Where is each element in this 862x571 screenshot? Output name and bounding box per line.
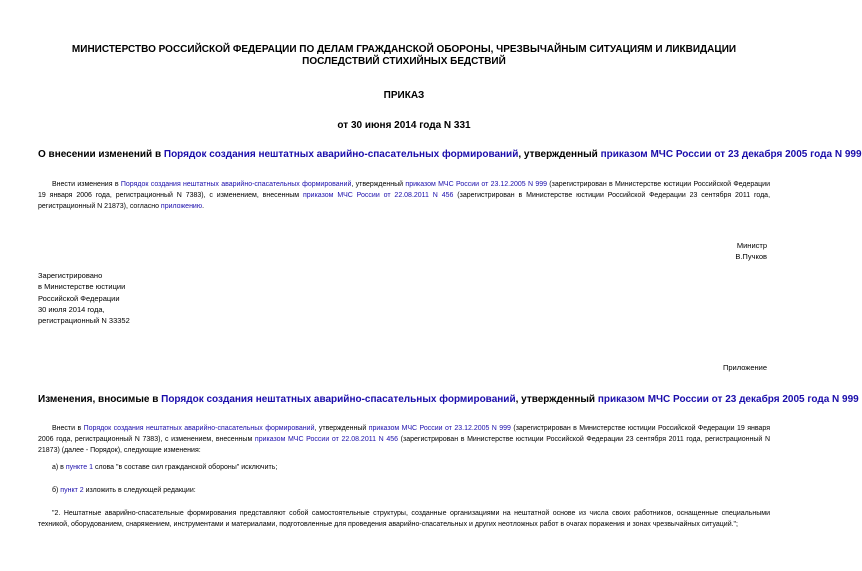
order-heading: ПРИКАЗ <box>383 90 425 101</box>
signature-position: Министр <box>736 241 767 250</box>
text-segment: (зарегистрирован в Министерстве юстиции Российской Федерации 19 января 2006 года, регистрационный N 7383), с изменением, внесенным <box>38 425 770 443</box>
quoted-new-wording: "2. Нештатные аварийно-спасательные формирования представляют собой самостоятельные структуры, созданные организациями на нештатной основе из числа своих работников, оснащенные специальными техникой, оборудованием, снаряжением, инструментами и материалами, подготовленные для проведения аварийно-спасательных и других неотложных работ в очагах поражения и зонах чрезвычайных ситуаций."; <box>38 510 770 528</box>
link-order-456[interactable]: приказом МЧС России от 22.08.2011 N 456 <box>254 436 399 443</box>
signature-name: В.Пучков <box>735 252 767 261</box>
signature-block <box>735 240 767 262</box>
changes-title-prefix: Изменения, вносимые в <box>38 394 162 405</box>
item-a <box>52 464 277 471</box>
text-segment: б) <box>52 487 61 494</box>
ministry-heading: МИНИСТЕРСТВО РОССИЙСКОЙ ФЕДЕРАЦИИ ПО ДЕЛАМ ГРАЖДАНСКОЙ ОБОРОНЫ, ЧРЕЗВЫЧАЙНЫМ СИТУАЦИЯМ И ЛИКВИДАЦИИ ПОСЛЕДСТВИЙ СТИХИЙНЫХ БЕДСТВИЙ <box>71 44 737 67</box>
text-segment: , утвержденный <box>351 181 406 188</box>
order-paragraph <box>38 179 770 212</box>
link-procedure[interactable]: Порядок создания нештатных аварийно-спасательных формирований <box>83 425 315 432</box>
registration-line: 30 июля 2014 года, <box>38 304 105 314</box>
changes-title <box>38 394 859 405</box>
link-order-456[interactable]: приказом МЧС России от 22.08.2011 N 456 <box>303 192 454 199</box>
text-segment: Внести изменения в <box>52 181 121 188</box>
text-segment: (зарегистрирован в Министерстве юстиции Российской Федерации 23 сентября 2011 года, регистрационный N 21873), согласно <box>38 192 771 210</box>
link-procedure[interactable]: Порядок создания нештатных аварийно-спасательных формирований <box>120 181 352 188</box>
order-title <box>38 149 862 160</box>
order-title-middle: , утвержденный <box>518 149 601 160</box>
link-procedure[interactable]: Порядок создания нештатных аварийно-спасательных формирований <box>163 149 519 160</box>
registration-line: Зарегистрировано <box>38 271 103 280</box>
registration-line: регистрационный N 33352 <box>38 316 130 326</box>
link-order-999[interactable]: приказом МЧС России от 23.12.2005 N 999 <box>405 181 547 188</box>
appendix-label: Приложение <box>723 363 767 372</box>
registration-line: Российской Федерации <box>38 293 120 303</box>
text-segment: , утвержденный <box>314 425 369 432</box>
text-segment: слова "в составе сил гражданской обороны" исключить; <box>93 464 278 471</box>
text-segment: (зарегистрирован в Министерстве юстиции Российской Федерации 23 сентября 2011 года, регистрационный N 21873) (далее - Порядок), следующие изменения: <box>38 436 771 454</box>
changes-paragraph <box>38 423 770 456</box>
registration-line: в Министерстве юстиции <box>38 282 126 292</box>
order-title-prefix: О внесении изменений в <box>38 149 164 160</box>
link-procedure[interactable]: Порядок создания нештатных аварийно-спасательных формирований <box>161 394 516 405</box>
changes-title-middle: , утвержденный <box>515 394 598 405</box>
text-segment: (зарегистрирован в Министерстве юстиции Российской Федерации 19 января 2006 года, регистрационный N 7383), с изменением, внесенным <box>38 181 771 199</box>
text-segment: изложить в следующей редакции: <box>83 487 196 494</box>
text-segment: . <box>202 203 205 210</box>
link-order-999[interactable]: приказом МЧС России от 23 декабря 2005 года N 999 <box>597 394 859 405</box>
link-order-999[interactable]: приказом МЧС России от 23 декабря 2005 года N 999 <box>600 149 862 160</box>
item-b <box>52 487 196 494</box>
link-appendix[interactable]: приложению <box>160 203 203 210</box>
link-point-2[interactable]: пункт 2 <box>60 487 84 494</box>
registration-block <box>38 270 130 326</box>
text-segment: Внести в <box>52 425 84 432</box>
link-point-1[interactable]: пункте 1 <box>65 464 93 471</box>
text-segment: а) в <box>52 464 66 471</box>
link-order-999[interactable]: приказом МЧС России от 23.12.2005 N 999 <box>368 425 511 432</box>
order-date-number: от 30 июня 2014 года N 331 <box>337 120 471 131</box>
